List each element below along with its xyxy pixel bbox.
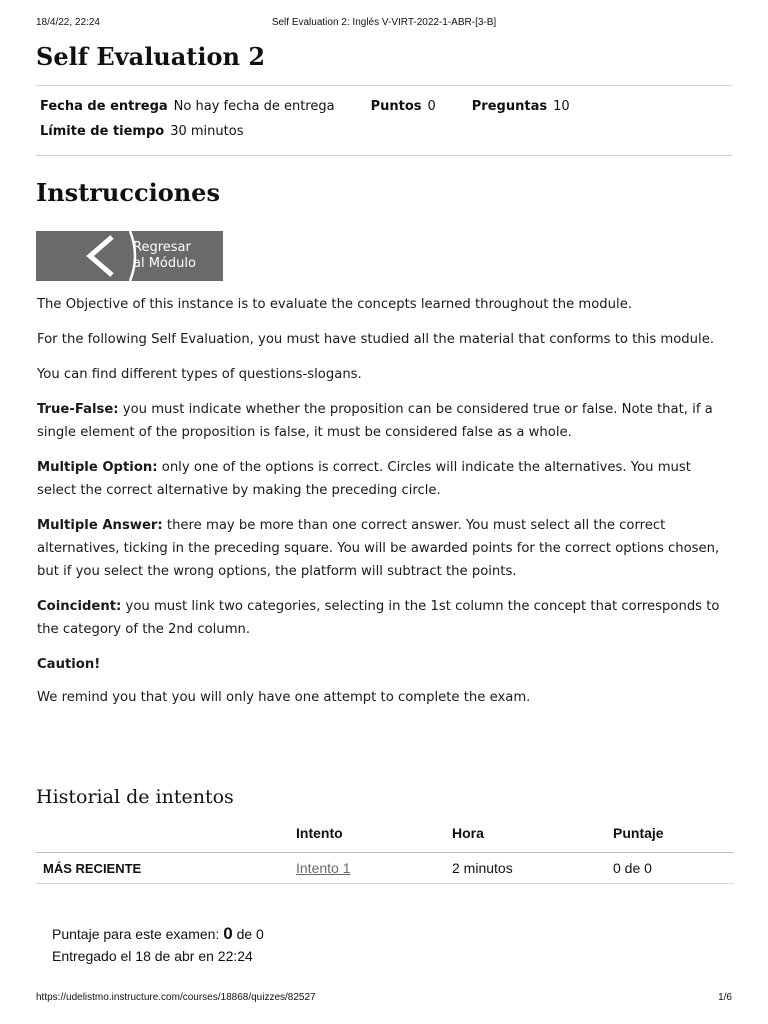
questions-label: Preguntas [471,99,548,114]
time-limit-value: 30 minutos [170,124,244,139]
page-url: https://udelistmo.instructure.com/courses/18868/quizzes/82527 [36,992,316,1003]
quiz-score-summary [52,923,264,967]
term-label: Coincident: [37,599,122,614]
back-to-module-label: Regresar al Módulo [133,240,196,271]
divider [36,155,732,156]
divider [36,85,732,86]
paragraph: For the following Self Evaluation, you must have studied all the material that conforms to this module. [37,332,715,347]
time-cell: 2 minutos [445,853,606,884]
print-header [36,17,732,31]
attempt-history-title: Historial de intentos [36,786,234,808]
score-line: Puntaje para este examen: 0 de 0 [52,924,264,943]
paragraph-multiple-answer: Multiple Answer: there may be more than one correct answer. You must select all the correct alternatives, ticking in the preceding square. You will be awarded points for the correct options chosen, but if you select the wrong options, the platform will subtract the points. [37,518,720,579]
attempt-history-table [36,825,734,884]
time-limit-label: Límite de tiempo [40,124,165,139]
score-cell: 0 de 0 [606,853,734,884]
paragraph-multiple-option: Multiple Option: only one of the options is correct. Circles will indicate the alternatives. You must select the correct alternative by making the preceding circle. [37,460,691,498]
paragraph: You can find different types of questions-slogans. [37,367,362,382]
quiz-meta-row [40,99,570,114]
column-header: Intento [289,825,445,853]
paragraph-reminder: We remind you that you will only have one attempt to complete the exam. [37,690,531,705]
table-header-row [36,825,734,853]
instructions-title: Instrucciones [36,178,220,207]
due-date-label: Fecha de entrega [40,99,168,114]
column-header [36,825,289,853]
score-value: 0 [223,924,233,943]
term-label: Multiple Option: [37,460,158,475]
paragraph: The Objective of this instance is to evaluate the concepts learned throughout the module. [37,297,633,312]
print-date: 18/4/22, 22:24 [36,17,100,28]
column-header: Puntaje [606,825,734,853]
questions-value: 10 [553,99,570,114]
print-footer [36,992,732,1006]
term-label: True-False: [37,402,119,417]
table-row [36,853,734,884]
instructions-body [37,293,732,721]
paragraph-true-false: True-False: you must indicate whether the proposition can be considered true or false. Note that, if a single element of the proposition is false, it must be considered false as a whole. [37,402,713,440]
attempt-link[interactable]: Intento 1 [296,860,351,876]
attempt-cell [289,853,445,884]
print-doc-title: Self Evaluation 2: Inglés V-VIRT-2022-1-ABR-[3-B] [271,17,497,28]
back-to-module-button[interactable] [36,231,223,281]
due-date-value: No hay fecha de entrega [173,99,335,114]
points-value: 0 [427,99,436,114]
caution-heading: Caution! [37,657,101,672]
page-number: 1/6 [718,992,732,1003]
submitted-line: Entregado el 18 de abr en 22:24 [52,948,253,964]
row-label: MÁS RECIENTE [36,853,289,884]
page-title: Self Evaluation 2 [36,42,266,71]
term-label: Multiple Answer: [37,518,163,533]
quiz-meta-row [40,124,243,139]
paragraph-coincident: Coincident: you must link two categories, selecting in the 1st column the concept that corresponds to the category of the 2nd column. [37,599,720,637]
column-header: Hora [445,825,606,853]
points-label: Puntos [370,99,422,114]
